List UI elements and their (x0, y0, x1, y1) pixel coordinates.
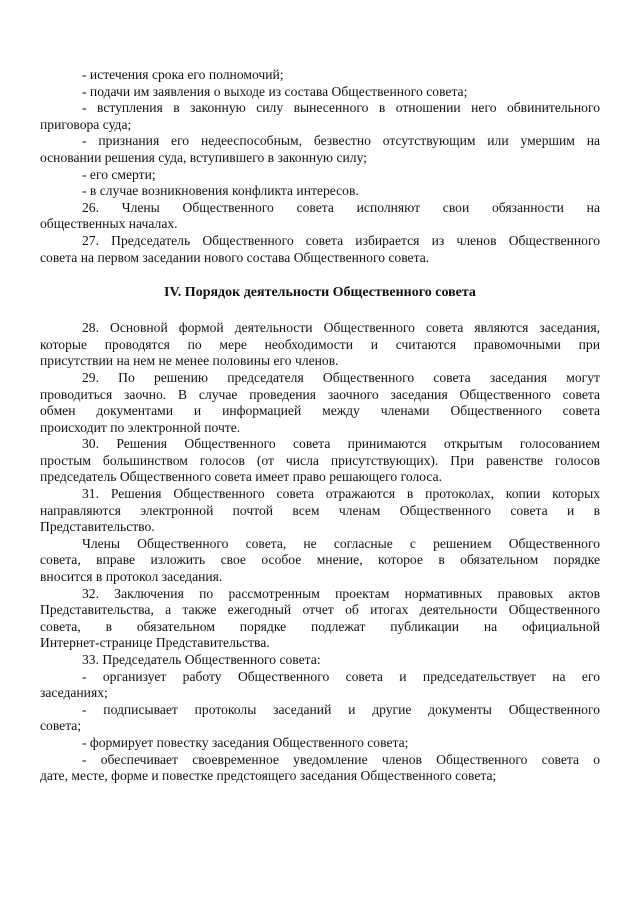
text-line: Представительства, а также ежегодный отчет об итогах деятельности Общественного (40, 602, 600, 618)
text-line: которые проводятся по мере необходимости и считаются правомочными при (40, 336, 600, 352)
text-line: председатель Общественного совета имеет право решающего голоса. (40, 469, 443, 485)
text-line: совета; (40, 718, 82, 734)
text-line: совета, в обязательном порядке подлежат публикации на официальной (40, 618, 600, 634)
text-line: - его смерти; (82, 166, 156, 182)
text-line: общественных началах. (40, 216, 178, 232)
text-line: 27. Председатель Общественного совета избирается из членов Общественного (82, 232, 600, 248)
text-line: Члены Общественного совета, не согласные с решением Общественного (82, 535, 600, 551)
text-line: - признания его недееспособным, безвестно отсутствующим или умершим на (82, 133, 600, 149)
text-line: присутствии на нем не менее половины его членов. (40, 353, 339, 369)
text-line: вносится в протокол заседания. (40, 569, 223, 585)
text-line: простым большинством голосов (от числа присутствующих). При равенстве голосов (40, 452, 600, 468)
text-line: совета на первом заседании нового состава Общественного совета. (40, 249, 430, 265)
text-line: - вступления в законную силу вынесенного в отношении него обвинительного (82, 100, 600, 116)
text-line: происходит по электронной почте. (40, 419, 241, 435)
section-heading: IV. Порядок деятельности Общественного совета (164, 285, 476, 301)
text-line: совета, вправе изложить свое особое мнение, которое в обязательном порядке (40, 552, 600, 568)
text-line: - обеспечивает своевременное уведомление членов Общественного совета о (82, 751, 600, 767)
text-line: обмен документами и информацией между членами Общественного совета (40, 403, 600, 419)
text-line: - истечения срока его полномочий; (82, 67, 284, 82)
text-line: 33. Председатель Общественного совета: (82, 652, 321, 667)
text-line: приговора суда; (40, 116, 132, 132)
text-line: 31. Решения Общественного совета отражаются в протоколах, копии которых (82, 486, 600, 502)
text-line: - подачи им заявления о выходе из состава Общественного совета; (82, 83, 468, 99)
text-line: 29. По решению председателя Общественного совета заседания могут (82, 369, 600, 385)
text-line: направляются электронной почтой всем членам Общественного совета и в (40, 502, 600, 518)
text-line: 32. Заключения по рассмотренным проектам нормативных правовых актов (82, 585, 600, 601)
text-line: - формирует повестку заседания Общественного совета; (82, 734, 409, 750)
text-line: 26. Члены Общественного совета исполняют свои обязанности на (82, 199, 600, 215)
text-line: Интернет-странице Представительства. (40, 635, 270, 651)
text-line: - в случае возникновения конфликта интересов. (82, 183, 359, 199)
text-line: 28. Основной формой деятельности Общественного совета являются заседания, (82, 320, 600, 336)
text-line: - организует работу Общественного совета и председательствует на его (82, 668, 600, 684)
text-line: 30. Решения Общественного совета принимаются открытым голосованием (82, 436, 600, 452)
text-line: проводиться заочно. В случае проведения заочного заседания Общественного совета (40, 386, 600, 402)
text-line: дате, месте, форме и повестке предстоящего заседания Общественного совета; (40, 768, 497, 784)
text-line: Представительство. (40, 519, 155, 535)
text-line: - подписывает протоколы заседаний и другие документы Общественного (82, 701, 600, 717)
text-line: заседаниях; (40, 685, 108, 701)
text-line: основании решения суда, вступившего в законную силу; (40, 149, 367, 165)
